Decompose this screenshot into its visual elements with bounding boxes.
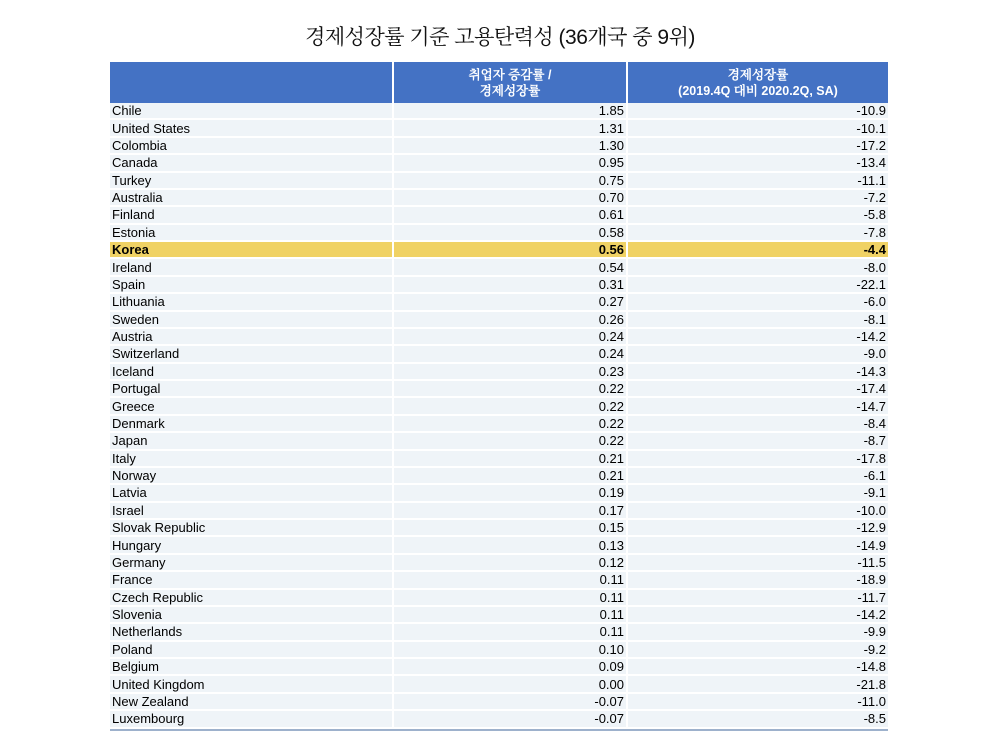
growth-cell: -6.0 xyxy=(863,294,886,310)
country-cell: Greece xyxy=(110,398,394,413)
growth-cell: -9.1 xyxy=(863,485,886,501)
country-cell: Italy xyxy=(110,451,394,466)
table-row xyxy=(110,624,888,641)
growth-cell: -8.0 xyxy=(863,259,886,275)
header-cell-country xyxy=(110,62,394,103)
country-cell: Latvia xyxy=(110,485,394,500)
country-cell: Hungary xyxy=(110,537,394,552)
growth-cell: -9.9 xyxy=(863,624,886,640)
elasticity-cell: 0.11 xyxy=(394,607,628,622)
growth-cell: -13.4 xyxy=(856,155,886,171)
elasticity-cell: 0.58 xyxy=(394,225,628,240)
table-row xyxy=(110,590,888,607)
header-growth-line2: (2019.4Q 대비 2020.2Q, SA) xyxy=(678,83,838,98)
growth-cell: -17.8 xyxy=(856,450,886,466)
elasticity-cell: -0.07 xyxy=(394,711,628,726)
header-elasticity-line1: 취업자 증감률 / xyxy=(468,67,552,82)
growth-cell: -11.5 xyxy=(857,554,886,570)
growth-cell: -21.8 xyxy=(856,676,886,692)
growth-cell: -5.8 xyxy=(863,207,886,223)
elasticity-cell: 0.17 xyxy=(394,503,628,518)
table-row xyxy=(110,659,888,676)
table-row xyxy=(110,572,888,589)
elasticity-cell: 0.12 xyxy=(394,555,628,570)
growth-cell: -17.4 xyxy=(856,381,886,397)
table-row xyxy=(110,468,888,485)
table-body xyxy=(110,103,888,729)
elasticity-cell: 0.11 xyxy=(394,572,628,587)
country-cell: Korea xyxy=(110,242,394,257)
country-cell: United Kingdom xyxy=(110,676,394,691)
table-row xyxy=(110,381,888,398)
growth-cell: -11.0 xyxy=(857,693,886,709)
table-header-row xyxy=(110,62,888,103)
elasticity-cell: 0.23 xyxy=(394,364,628,379)
country-cell: Switzerland xyxy=(110,346,394,361)
elasticity-cell: 0.13 xyxy=(394,537,628,552)
table-row xyxy=(110,711,888,728)
country-cell: Chile xyxy=(110,103,394,118)
elasticity-cell: 0.24 xyxy=(394,346,628,361)
country-cell: Portugal xyxy=(110,381,394,396)
elasticity-cell: 0.22 xyxy=(394,398,628,413)
growth-cell: -17.2 xyxy=(856,137,886,153)
growth-cell: -8.7 xyxy=(863,433,886,449)
growth-cell: -12.9 xyxy=(856,520,886,536)
elasticity-cell: 0.24 xyxy=(394,329,628,344)
table-row xyxy=(110,537,888,554)
page-title: 경제성장률 기준 고용탄력성 (36개국 중 9위) xyxy=(305,26,695,49)
growth-cell: -10.9 xyxy=(856,103,886,119)
elasticity-cell: 0.21 xyxy=(394,468,628,483)
growth-cell: -22.1 xyxy=(856,276,886,292)
growth-cell: -8.4 xyxy=(863,415,886,431)
growth-cell: -11.7 xyxy=(857,589,886,605)
table-row xyxy=(110,190,888,207)
growth-cell: -14.3 xyxy=(856,363,886,379)
elasticity-cell: 0.19 xyxy=(394,485,628,500)
country-cell: Australia xyxy=(110,190,394,205)
table-row xyxy=(110,346,888,363)
table-row xyxy=(110,520,888,537)
country-cell: Colombia xyxy=(110,138,394,153)
elasticity-cell: 0.26 xyxy=(394,312,628,327)
growth-cell: -10.0 xyxy=(856,502,886,518)
elasticity-cell: 0.09 xyxy=(394,659,628,674)
header-elasticity-line2: 경제성장률 xyxy=(479,83,541,98)
table-row xyxy=(110,277,888,294)
country-cell: Slovenia xyxy=(110,607,394,622)
table-row xyxy=(110,329,888,346)
growth-cell: -14.8 xyxy=(856,659,886,675)
elasticity-cell: 1.85 xyxy=(394,103,628,118)
elasticity-cell: 0.00 xyxy=(394,676,628,691)
country-cell: United States xyxy=(110,120,394,135)
growth-cell: -18.9 xyxy=(856,572,886,588)
country-cell: Canada xyxy=(110,155,394,170)
elasticity-cell: 0.22 xyxy=(394,416,628,431)
country-cell: Belgium xyxy=(110,659,394,674)
growth-cell: -8.1 xyxy=(863,311,886,327)
elasticity-cell: 0.75 xyxy=(394,173,628,188)
growth-cell: -14.7 xyxy=(856,398,886,414)
country-cell: Finland xyxy=(110,207,394,222)
elasticity-cell: 0.54 xyxy=(394,259,628,274)
elasticity-cell: 0.27 xyxy=(394,294,628,309)
elasticity-cell: 0.10 xyxy=(394,642,628,657)
growth-cell: -14.9 xyxy=(856,537,886,553)
header-cell-elasticity xyxy=(394,62,628,103)
elasticity-cell: 0.11 xyxy=(394,624,628,639)
country-cell: Norway xyxy=(110,468,394,483)
table-row xyxy=(110,503,888,520)
table-row xyxy=(110,398,888,415)
elasticity-cell: 0.15 xyxy=(394,520,628,535)
growth-cell: -9.2 xyxy=(863,641,886,657)
country-cell: Iceland xyxy=(110,364,394,379)
country-cell: France xyxy=(110,572,394,587)
growth-cell: -14.2 xyxy=(856,607,886,623)
table-row xyxy=(110,451,888,468)
growth-cell: -10.1 xyxy=(856,120,886,136)
country-cell: Austria xyxy=(110,329,394,344)
table-row xyxy=(110,207,888,224)
table-row xyxy=(110,607,888,624)
elasticity-cell: 0.31 xyxy=(394,277,628,292)
elasticity-cell: 0.11 xyxy=(394,590,628,605)
country-cell: Lithuania xyxy=(110,294,394,309)
table-row xyxy=(110,416,888,433)
table-row xyxy=(110,676,888,693)
country-cell: Estonia xyxy=(110,225,394,240)
growth-cell: -7.2 xyxy=(863,190,886,206)
elasticity-cell: -0.07 xyxy=(394,694,628,709)
country-cell: Japan xyxy=(110,433,394,448)
growth-cell: -7.8 xyxy=(863,224,886,240)
country-cell: Ireland xyxy=(110,259,394,274)
country-cell: Netherlands xyxy=(110,624,394,639)
elasticity-cell: 1.31 xyxy=(394,120,628,135)
country-cell: Luxembourg xyxy=(110,711,394,726)
elasticity-cell: 0.70 xyxy=(394,190,628,205)
country-cell: Spain xyxy=(110,277,394,292)
country-cell: Sweden xyxy=(110,312,394,327)
country-cell: Poland xyxy=(110,642,394,657)
country-cell: Germany xyxy=(110,555,394,570)
elasticity-cell: 0.21 xyxy=(394,451,628,466)
table-row xyxy=(110,120,888,137)
growth-cell: -6.1 xyxy=(863,468,886,484)
country-cell: Slovak Republic xyxy=(110,520,394,535)
table-row xyxy=(110,433,888,450)
elasticity-cell: 0.56 xyxy=(394,242,628,257)
table-row xyxy=(110,103,888,120)
growth-cell: -14.2 xyxy=(856,329,886,345)
table-row xyxy=(110,555,888,572)
growth-cell: -9.0 xyxy=(863,346,886,362)
growth-cell: -11.1 xyxy=(857,172,886,188)
table-row xyxy=(110,364,888,381)
table-row xyxy=(110,294,888,311)
growth-cell: -8.5 xyxy=(863,711,886,727)
table-row xyxy=(110,138,888,155)
elasticity-cell: 0.22 xyxy=(394,381,628,396)
elasticity-cell: 0.22 xyxy=(394,433,628,448)
growth-cell: -4.4 xyxy=(863,242,886,258)
country-cell: Czech Republic xyxy=(110,590,394,605)
table-row xyxy=(110,155,888,172)
country-cell: Denmark xyxy=(110,416,394,431)
table-row xyxy=(110,312,888,329)
country-cell: Turkey xyxy=(110,173,394,188)
country-cell: Israel xyxy=(110,503,394,518)
country-cell: New Zealand xyxy=(110,694,394,709)
table-row xyxy=(110,225,888,242)
table-row xyxy=(110,259,888,276)
elasticity-table xyxy=(110,62,888,731)
table-row xyxy=(110,485,888,502)
elasticity-cell: 1.30 xyxy=(394,138,628,153)
header-growth-line1: 경제성장률 xyxy=(727,67,789,82)
header-cell-growth xyxy=(628,62,888,103)
table-row xyxy=(110,694,888,711)
table-row xyxy=(110,173,888,190)
elasticity-cell: 0.61 xyxy=(394,207,628,222)
table-row-highlighted xyxy=(110,242,888,259)
table-row xyxy=(110,642,888,659)
elasticity-cell: 0.95 xyxy=(394,155,628,170)
